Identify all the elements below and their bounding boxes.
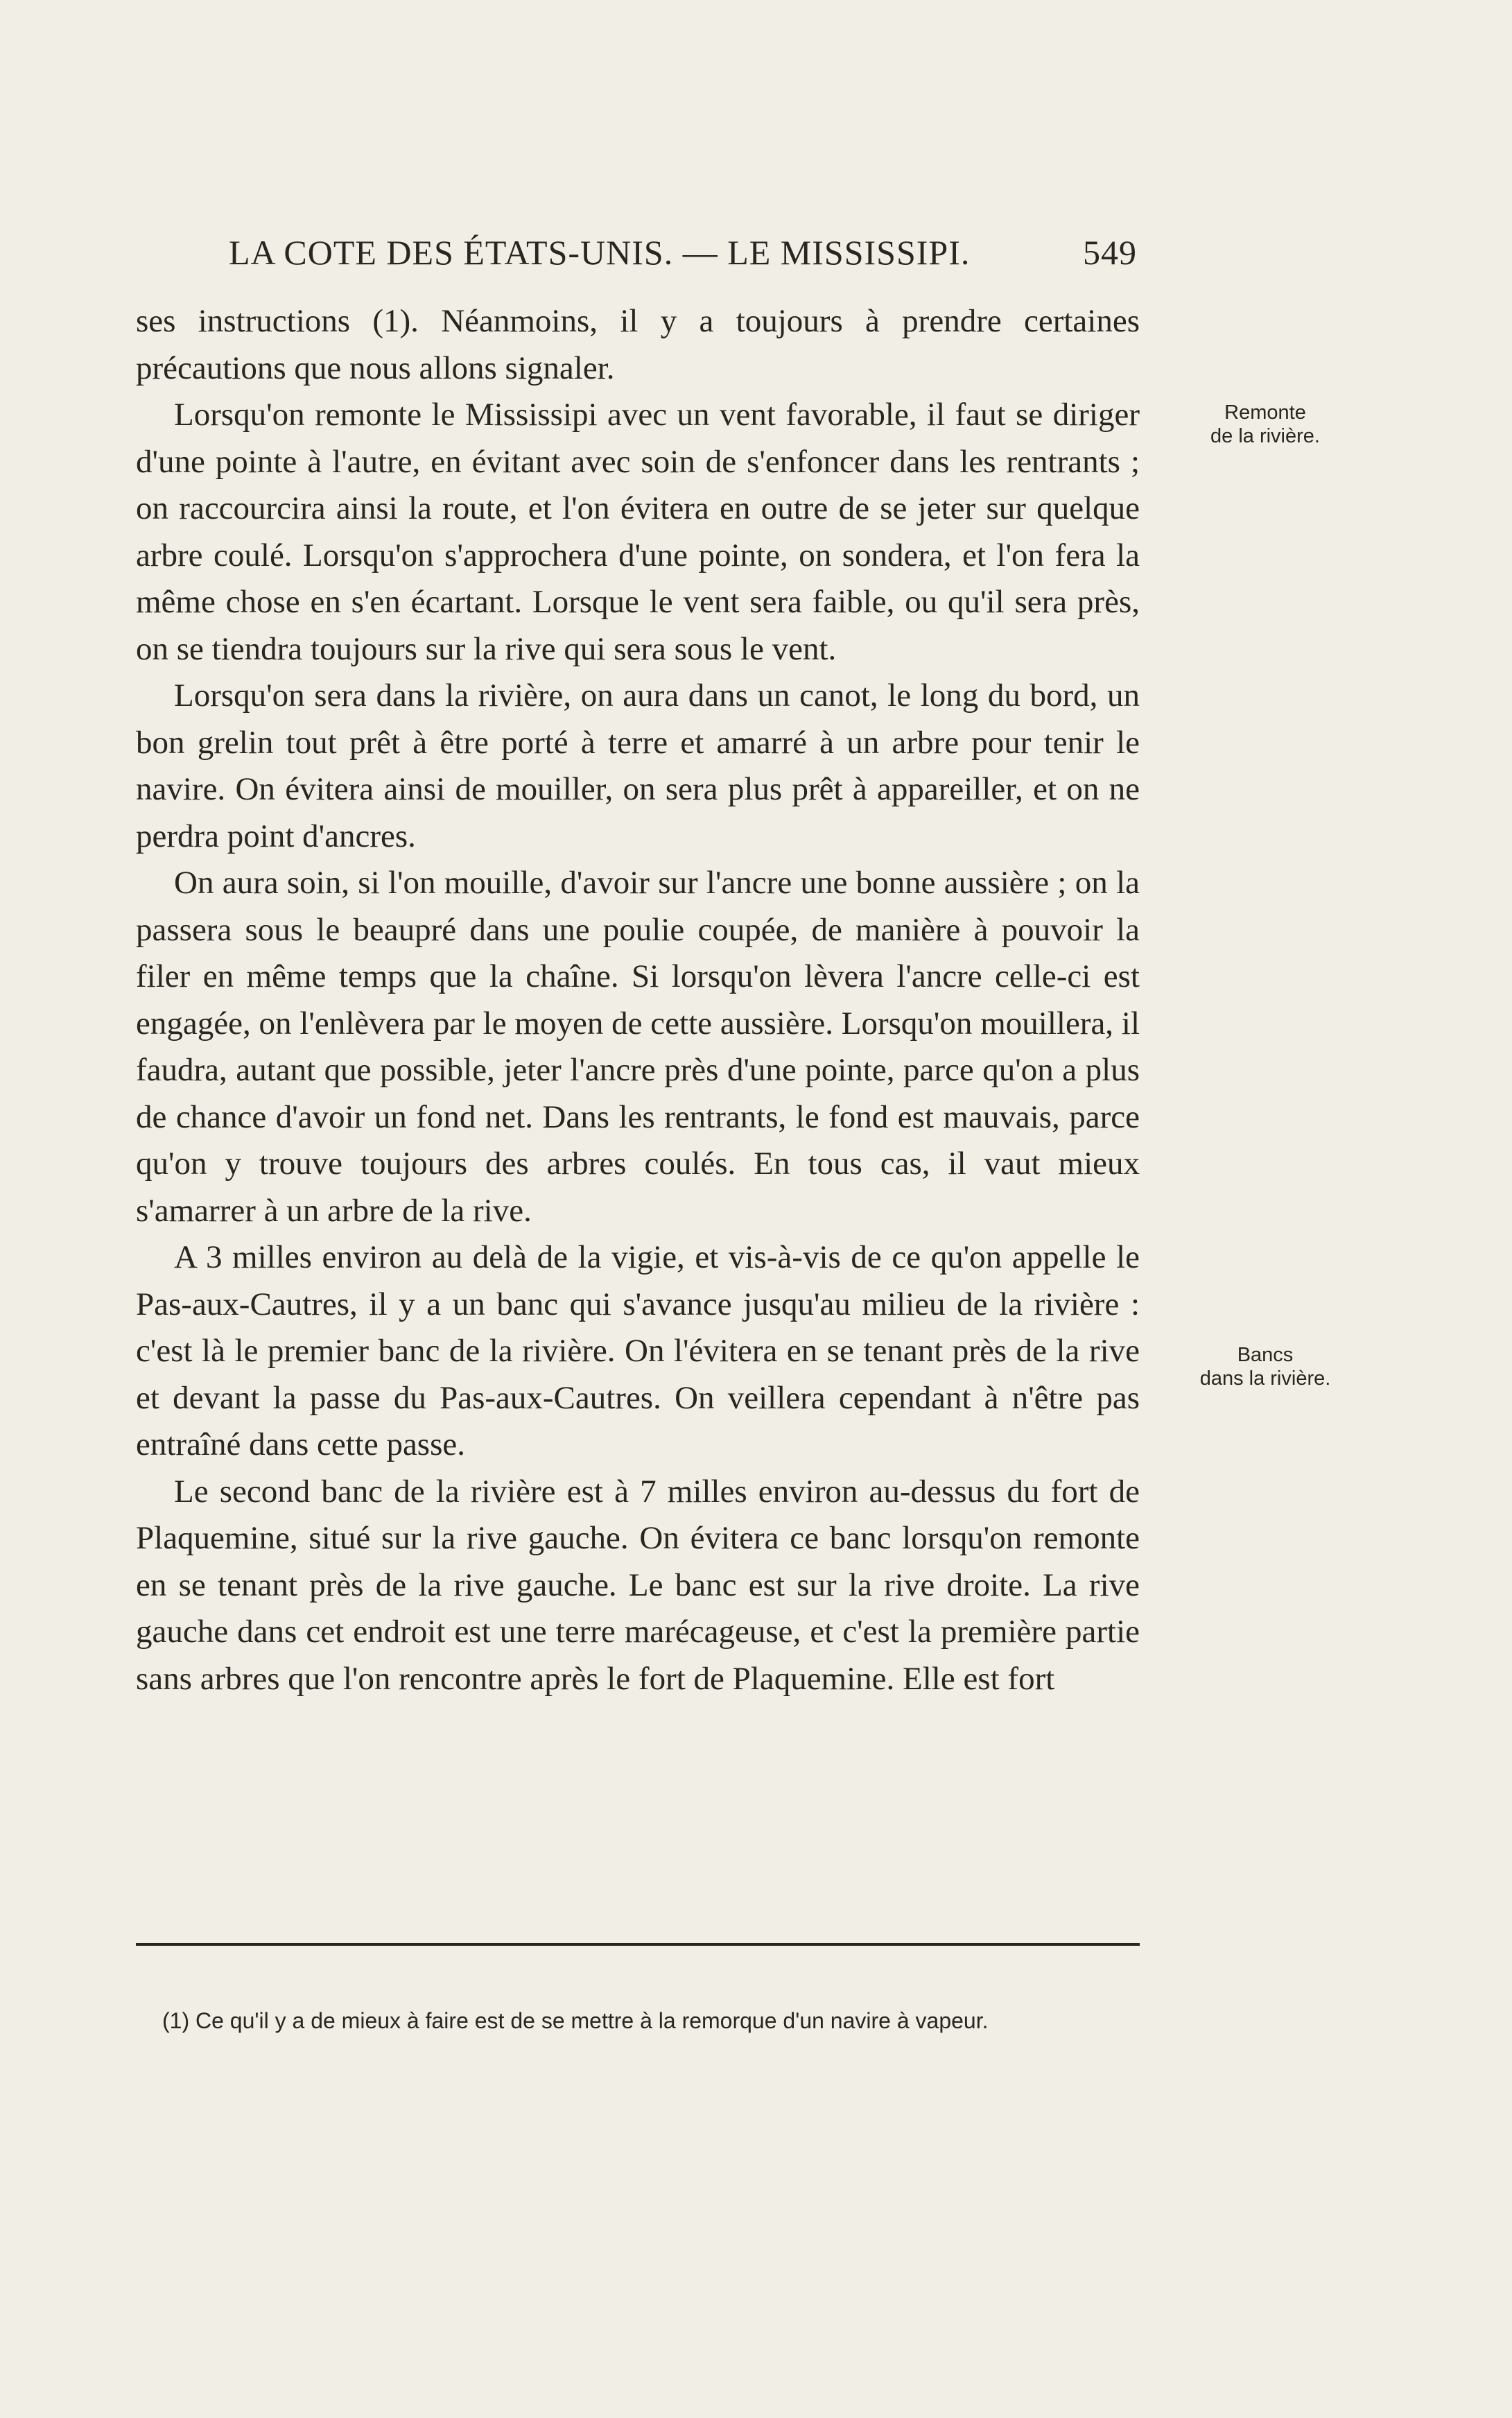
paragraph: Lorsqu'on sera dans la rivière, on aura dans un canot, le long du bord, un bon grelin tout prêt à être porté à terre et amarré à un arbre pour tenir le navire. On évitera ainsi de mouiller, on sera plus prêt à appareiller, et on ne perdra point d'ancres. [136, 677, 1140, 854]
paragraph: Le second banc de la rivière est à 7 milles environ au-dessus du fort de Plaquemine, situé sur la rive gauche. On évitera ce banc lorsqu'on remonte en se tenant près de la rive gauche. Le banc est sur la rive droite. La rive gauche dans cet endroit est une terre marécageuse, et c'est la première partie sans arbres que l'on rencontre après le fort de Plaquemine. Elle est fort [136, 1473, 1140, 1697]
footnote-rule [136, 1943, 1140, 1946]
margin-note-remonte [1182, 401, 1348, 448]
page-number: 549 [1083, 233, 1137, 272]
margin-note-line: Bancs [1237, 1344, 1294, 1366]
body-text [136, 298, 1140, 1702]
margin-note-line: dans la rivière. [1199, 1367, 1331, 1390]
margin-note-line: Remonte [1224, 401, 1306, 424]
paragraph: On aura soin, si l'on mouille, d'avoir sur l'ancre une bonne aussière ; on la passera sous le beaupré dans une poulie coupée, de manière à pouvoir la filer en même temps que la chaîne. Si lorsqu'on lèvera l'ancre celle-ci est engagée, on l'enlèvera par le moyen de cette aussière. Lorsqu'on mouillera, il faudra, autant que possible, jeter l'ancre près d'une pointe, parce qu'on a plus de chance d'avoir un fond net. Dans les rentrants, le fond est mauvais, parce qu'on y trouve toujours des arbres coulés. En tous cas, il vaut mieux s'amarrer à un arbre de la rive. [136, 865, 1140, 1229]
margin-note-line: de la rivière. [1210, 425, 1320, 447]
margin-note-bancs [1172, 1343, 1359, 1390]
running-title: LA COTE DES ÉTATS-UNIS. — LE MISSISSIPI. [229, 233, 971, 272]
running-head [229, 232, 1137, 281]
paragraph: A 3 milles environ au delà de la vigie, et vis-à-vis de ce qu'on appelle le Pas-aux-Cautres, il y a un banc qui s'avance jusqu'au milieu de la rivière : c'est là le premier banc de la rivière. On l'évitera en se tenant près de la rive et devant la passe du Pas-aux-Cautres. On veillera cependant à n'être pas entraîné dans cette passe. [136, 1239, 1140, 1462]
footnote: (1) Ce qu'il y a de mieux à faire est de se mettre à la remorque d'un navire à vapeur. [162, 2008, 989, 2033]
paragraph: Lorsqu'on remonte le Mississipi avec un vent favorable, il faut se diriger d'une pointe à l'autre, en évitant avec soin de s'enfoncer dans les rentrants ; on raccourcira ainsi la route, et l'on évitera en outre de se jeter sur quelque arbre coulé. Lorsqu'on s'approchera d'une pointe, on sondera, et l'on fera la même chose en s'en écartant. Lorsque le vent sera faible, ou qu'il sera près, on se tiendra toujours sur la rive qui sera sous le vent. [136, 397, 1140, 667]
paragraph: ses instructions (1). Néanmoins, il y a toujours à prendre certaines précautions que nous allons signaler. [136, 303, 1140, 386]
